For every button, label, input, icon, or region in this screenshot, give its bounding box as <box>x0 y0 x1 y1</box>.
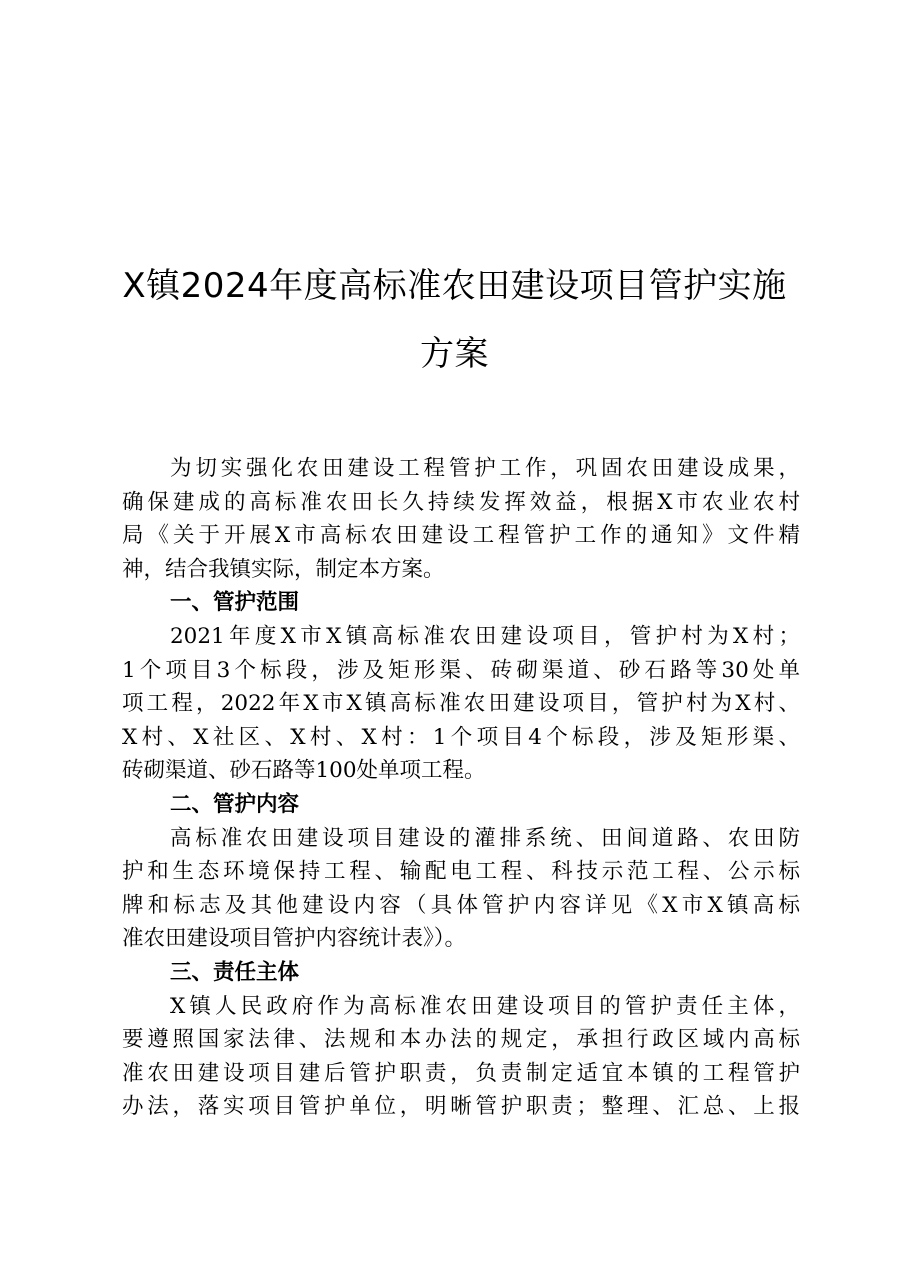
scope-line: 项工程，2022年X市X镇高标准农田建设项目，管护村为X村、 <box>122 691 800 717</box>
responsibility-line: 办法，落实项目管护单位，明晰管护职责；整理、汇总、上报 <box>122 1094 800 1120</box>
responsibility-line: 准农田建设项目建后管护职责，负责制定适宜本镇的工程管护 <box>122 1060 800 1086</box>
document-title-line-1: X镇2024年度高标准农田建设项目管护实施 <box>122 266 787 306</box>
section-heading-content: 二、管护内容 <box>170 791 300 817</box>
intro-line: 神，结合我镇实际，制定本方案。 <box>122 556 445 582</box>
section-heading-scope: 一、管护范围 <box>170 590 300 616</box>
content-line: 高标准农田建设项目建设的灌排系统、田间道路、农田防 <box>170 825 800 851</box>
responsibility-line: X镇人民政府作为高标准农田建设项目的管护责任主体， <box>170 993 800 1019</box>
document-body <box>122 452 800 1124</box>
content-line: 牌和标志及其他建设内容（具体管护内容详见《X市X镇高标 <box>122 892 800 918</box>
content-line: 准农田建设项目管护内容统计表》）。 <box>122 926 467 952</box>
scope-line: 1个项目3个标段，涉及矩形渠、砖砌渠道、砂石路等30处单 <box>122 657 800 683</box>
intro-line: 为切实强化农田建设工程管护工作，巩固农田建设成果， <box>170 456 800 481</box>
scope-line: X村、X社区、X村、X村：1个项目4个标段，涉及矩形渠、 <box>122 724 800 750</box>
intro-line: 确保建成的高标准农田长久持续发挥效益，根据X市农业农村 <box>122 489 800 515</box>
scope-line: 砖砌渠道、砂石路等100处单项工程。 <box>122 758 486 784</box>
intro-line: 局《关于开展X市高标农田建设工程管护工作的通知》文件精 <box>122 523 800 549</box>
content-line: 护和生态环境保持工程、输配电工程、科技示范工程、公示标 <box>122 859 800 885</box>
section-heading-responsibility: 三、责任主体 <box>170 959 300 985</box>
document-title-line-2: 方案 <box>420 334 489 374</box>
scope-line: 2021年度X市X镇高标准农田建设项目，管护村为X村； <box>170 623 800 649</box>
responsibility-line: 要遵照国家法律、法规和本办法的规定，承担行政区域内高标 <box>122 1027 800 1053</box>
